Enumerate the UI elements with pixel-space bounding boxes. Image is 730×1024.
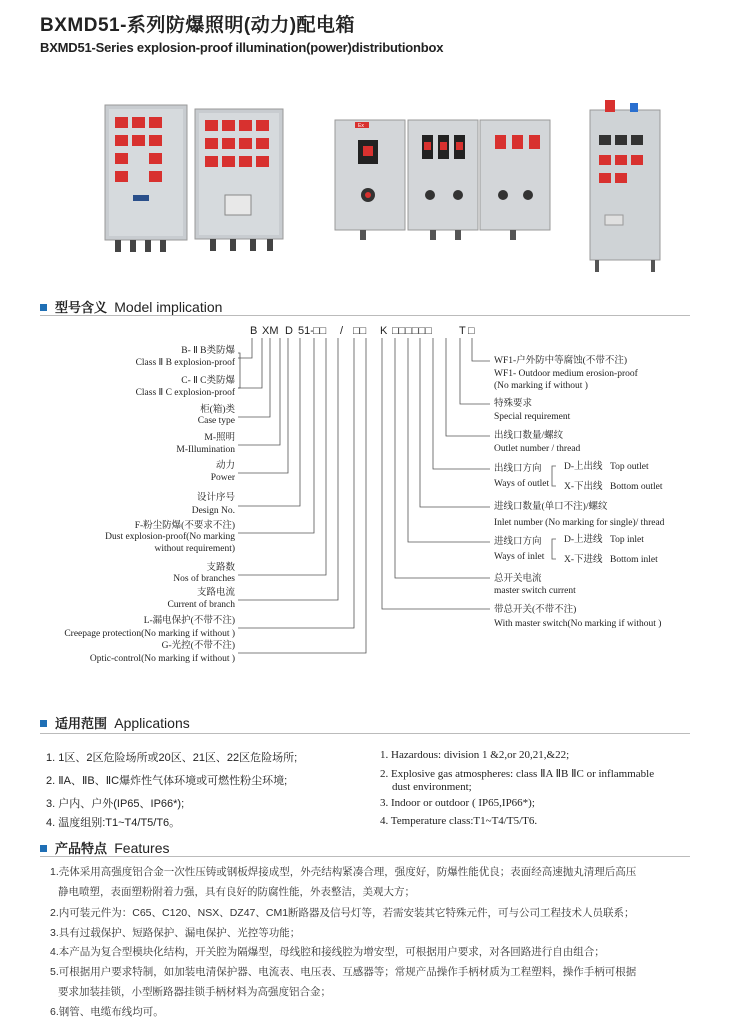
connector-line	[420, 338, 490, 507]
connector-line	[238, 338, 326, 575]
option-cn: D-上进线	[564, 535, 603, 545]
right-label-en: Ways of outlet	[494, 479, 550, 489]
page-subtitle: BXMD51-Series explosion-proof illumination(power)distributionbox	[40, 40, 444, 55]
divider	[40, 733, 690, 734]
left-label-en: Dust explosion-proof(No marking	[105, 532, 235, 542]
app-cn-item: 3. 户内、户外(IP65、IP66*);	[46, 798, 185, 810]
right-label-en: Inlet number (No marking for single)/ thread	[494, 518, 665, 528]
app-en-item: 3. Indoor or outdoor ( IP65,IP66*);	[380, 797, 535, 809]
left-label-cn: 柜(箱)类	[200, 405, 235, 415]
option-en: Bottom outlet	[610, 482, 663, 492]
right-label-cn: 进线口方向	[494, 537, 542, 547]
option-en: Top inlet	[610, 535, 644, 545]
right-label-en: With master switch(No marking if without )	[494, 619, 662, 629]
connector-line	[552, 539, 556, 559]
model-code-part: □□□□□□	[392, 325, 432, 337]
section-bullet	[40, 304, 47, 311]
page-title: BXMD51-系列防爆照明(动力)配电箱	[40, 15, 356, 36]
feature-line: 6.钢管、电缆布线均可。	[50, 1006, 164, 1018]
heading-cn: 型号含义	[55, 300, 108, 315]
heading-en: Model implication	[114, 299, 223, 315]
model-code-part: 51-	[298, 325, 314, 337]
left-label-en: Case type	[197, 416, 235, 426]
left-label-en: Creepage protection(No marking if without )	[64, 629, 235, 639]
left-label-en: Design No.	[191, 506, 235, 516]
heading-en: Features	[114, 840, 170, 856]
left-label-cn: 支路数	[206, 563, 235, 573]
left-label-cn: 设计序号	[196, 493, 235, 503]
left-label-en: Nos of branches	[173, 574, 235, 584]
feature-line: 5.可根据用户要求特制，如加装电清保护器、电流表、电压表、互感器等；常规产品操作手柄材质为工程塑料，操作手柄可根据	[50, 966, 637, 978]
model-diagram	[0, 320, 730, 670]
left-label-cn: L-漏电保护(不带不注)	[143, 616, 235, 626]
divider	[40, 856, 690, 857]
left-label-cn: 支路电流	[196, 588, 235, 598]
connector-line	[460, 338, 490, 404]
connector-line	[382, 338, 490, 609]
right-label-cn: WF1-户外防中等腐蚀(不带不注)	[494, 356, 627, 366]
feature-line: 2.内可装元件为：C65、C120、NSX、DZ47、CM1断路器及信号灯等，若需安装其它特殊元件，可与公司工程技术人员联系；	[50, 907, 635, 919]
connector-line	[238, 338, 300, 506]
feature-line: 1.壳体采用高强度铝合金一次性压铸或钢板焊接成型，外壳结构紧凑合理，强度好，防爆性能优良；表面经高速抛丸清理后高压	[50, 866, 637, 878]
right-label-cn: 进线口数量(单口不注)/螺纹	[494, 502, 608, 512]
feature-line: 静电喷塑，表面塑粉附着力强，具有良好的防腐性能，外表整洁，美观大方；	[58, 886, 415, 898]
option-cn: D-上出线	[564, 462, 603, 472]
right-label-cn: 总开关电流	[494, 574, 542, 584]
feature-line: 3.具有过载保护、短路保护、漏电保护、光控等功能；	[50, 927, 301, 939]
section-bullet	[40, 720, 47, 727]
right-label-en: WF1- Outdoor medium erosion-proof	[494, 369, 638, 379]
right-label-cn: 出线口方向	[494, 464, 542, 474]
model-section-heading	[40, 297, 222, 316]
feature-line: 要求加装挂锁，小型断路器挂锁手柄材料为高强度铝合金；	[58, 986, 331, 998]
model-code-part: XM	[262, 325, 279, 337]
heading-en: Applications	[114, 715, 190, 731]
right-label-cn: 特殊要求	[494, 399, 533, 409]
connector-line	[433, 338, 490, 469]
app-cn-item: 2. ⅡA、ⅡB、ⅡC爆炸性气体环境或可燃性粉尘环境;	[46, 775, 288, 787]
section-bullet	[40, 845, 47, 852]
model-code-part: /	[340, 325, 344, 337]
model-code-part: T	[459, 325, 466, 337]
app-cn-item: 4. 温度组别:T1~T4/T5/T6。	[46, 817, 181, 829]
heading-cn: 适用范围	[55, 716, 108, 731]
right-label-en: Special requirement	[494, 412, 571, 422]
left-label-cn: G-光控(不带不注)	[161, 641, 235, 651]
left-label-en: Optic-control(No marking if without )	[89, 654, 235, 664]
product-photo-1	[95, 95, 295, 270]
right-label-cn: 带总开关(不带不注)	[494, 605, 577, 615]
model-code-part: K	[380, 325, 388, 337]
left-label-en: Current of branch	[167, 600, 235, 610]
connector-line	[238, 338, 314, 533]
feature-line: 4.本产品为复合型模块化结构，开关腔为隔爆型，母线腔和接线腔为增安型，可根据用户要求，对各回路进行自由组合；	[50, 946, 605, 958]
app-en-item: 1. Hazardous: division 1 &2,or 20,21,&22;	[380, 749, 570, 761]
connector-line	[238, 338, 354, 628]
connector-line	[472, 338, 490, 361]
left-label-cn: C- Ⅱ C类防爆	[181, 376, 235, 386]
ex-label: Ex	[358, 123, 364, 129]
right-label-cn: 出线口数量/螺纹	[494, 431, 564, 441]
connector-line	[238, 338, 262, 388]
left-label-en: without requirement)	[154, 544, 235, 554]
connector-line	[552, 466, 556, 486]
connector-line	[238, 338, 270, 417]
divider	[40, 315, 690, 316]
left-label-en: Class Ⅱ C explosion-proof	[135, 388, 235, 398]
model-code-part: □	[468, 325, 475, 337]
model-code-part: □□	[353, 325, 367, 337]
left-label-cn: F-粉尘防爆(不要求不注)	[134, 521, 235, 531]
right-label-en: master switch current	[494, 586, 576, 596]
connector-line	[238, 338, 280, 445]
option-en: Top outlet	[610, 462, 649, 472]
right-label-en: Ways of inlet	[494, 552, 545, 562]
option-en: Bottom inlet	[610, 555, 658, 565]
left-label-cn: M-照明	[204, 433, 235, 443]
app-cn-item: 1. 1区、2区危险场所或20区、21区、22区危险场所;	[46, 752, 298, 764]
model-code-part: B	[250, 325, 258, 337]
app-en-item: 4. Temperature class:T1~T4/T5/T6.	[380, 815, 538, 827]
features-heading	[40, 838, 170, 857]
app-en-item: 2. Explosive gas atmospheres: class ⅡA ⅡB ⅡC or inflammable	[380, 768, 655, 780]
left-label-en: Power	[210, 473, 235, 483]
right-label-en: Outlet number / thread	[494, 444, 581, 454]
model-code-part: □□	[313, 325, 327, 337]
left-label-en: M-Illumination	[176, 445, 235, 455]
product-photo-3	[585, 95, 675, 275]
left-label-cn: B- Ⅱ B类防爆	[181, 346, 235, 356]
heading-cn: 产品特点	[55, 841, 108, 856]
option-cn: X-下进线	[564, 555, 603, 565]
connector-line	[238, 338, 366, 653]
app-en-item: dust environment;	[392, 781, 472, 793]
product-photo-2	[330, 110, 555, 260]
left-label-en: Class Ⅱ B explosion-proof	[135, 358, 235, 368]
left-label-cn: 动力	[215, 461, 235, 471]
connector-line	[446, 338, 490, 436]
applications-heading	[40, 713, 190, 732]
option-cn: X-下出线	[564, 482, 603, 492]
right-label-en: (No marking if without )	[494, 381, 588, 391]
model-code-part: D	[285, 325, 293, 337]
